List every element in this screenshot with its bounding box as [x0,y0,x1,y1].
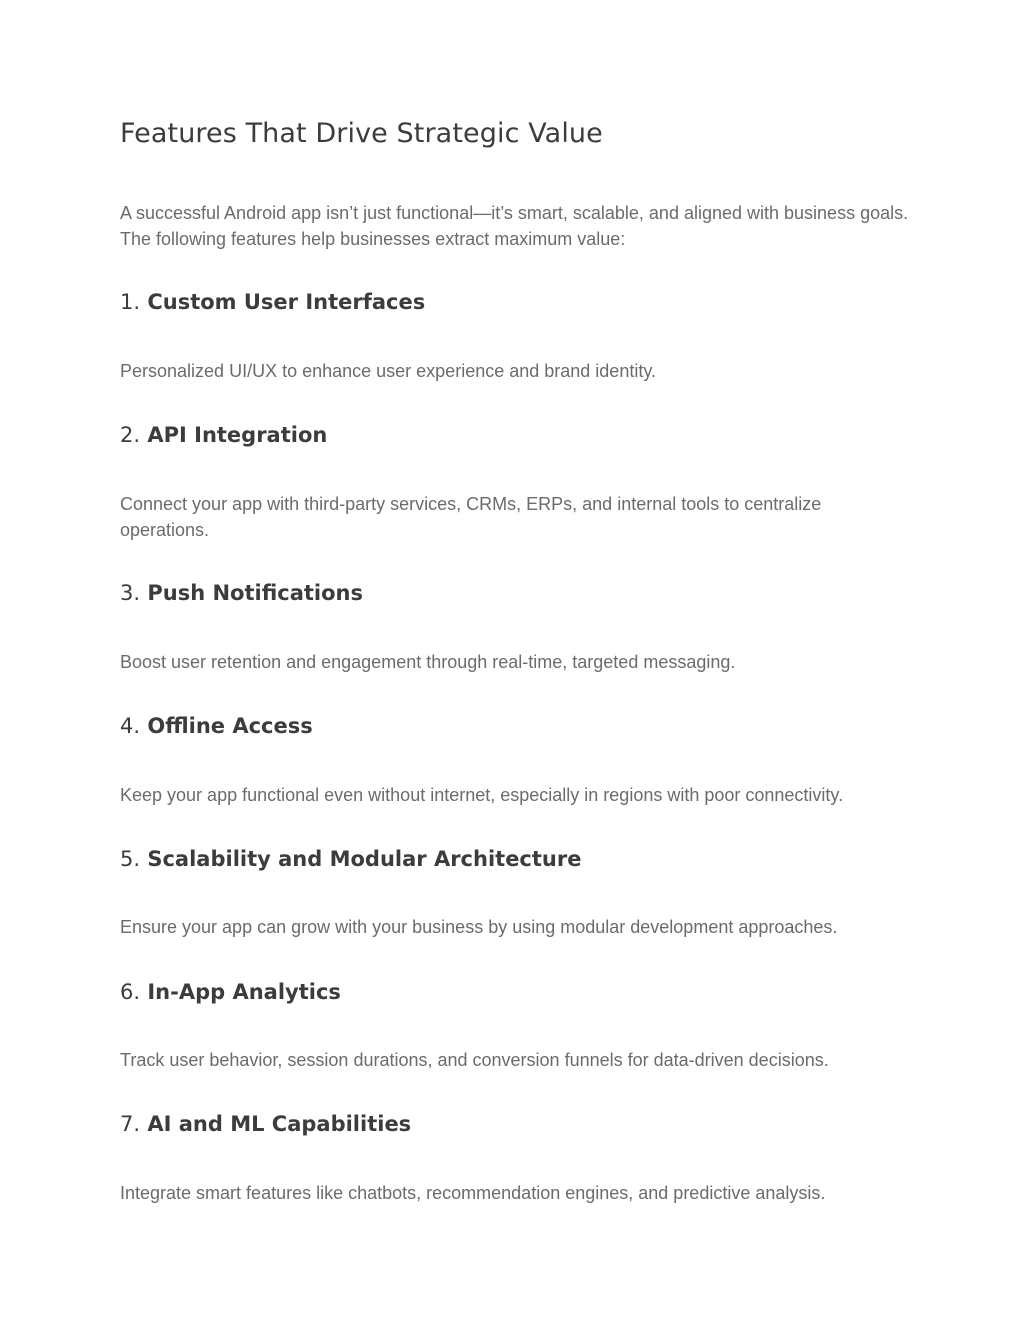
feature-heading-in-app-analytics [120,980,341,1004]
feature-number: 3. [120,581,141,605]
feature-heading-offline-access [120,714,313,738]
feature-description-push-notifications: Boost user retention and engagement through real-time, targeted messaging. [120,652,736,672]
feature-description-scalability: Ensure your app can grow with your business by using modular development approaches. [120,917,838,937]
feature-name: Offline Access [147,714,313,738]
feature-heading-api-integration [120,423,327,447]
feature-name: Scalability and Modular Architecture [147,847,582,871]
page-title: Features That Drive Strategic Value [120,118,603,149]
feature-number: 6. [120,980,141,1004]
feature-description-ai-ml: Integrate smart features like chatbots, recommendation engines, and predictive analysis. [120,1183,826,1203]
feature-name: In-App Analytics [147,980,341,1004]
feature-number: 7. [120,1112,141,1136]
feature-heading-custom-ui [120,290,425,314]
feature-name: API Integration [147,423,328,447]
feature-name: Push Notifications [147,581,363,605]
feature-description-offline-access: Keep your app functional even without internet, especially in regions with poor connectivity. [120,785,844,805]
feature-description-in-app-analytics: Track user behavior, session durations, and conversion funnels for data-driven decisions. [120,1050,829,1070]
feature-name: AI and ML Capabilities [147,1112,412,1136]
feature-name: Custom User Interfaces [147,290,426,314]
feature-number: 5. [120,847,141,871]
feature-description-api-integration: Connect your app with third-party services, CRMs, ERPs, and internal tools to centralize operations. [120,494,822,540]
feature-number: 4. [120,714,141,738]
feature-heading-push-notifications [120,581,363,605]
feature-heading-ai-ml [120,1112,411,1136]
feature-number: 2. [120,423,141,447]
feature-heading-scalability [120,847,581,871]
feature-number: 1. [120,290,141,314]
feature-description-custom-ui: Personalized UI/UX to enhance user experience and brand identity. [120,361,656,381]
intro-paragraph: A successful Android app isn’t just functional—it’s smart, scalable, and aligned with business goals. The following features help businesses extract maximum value: [120,203,909,249]
